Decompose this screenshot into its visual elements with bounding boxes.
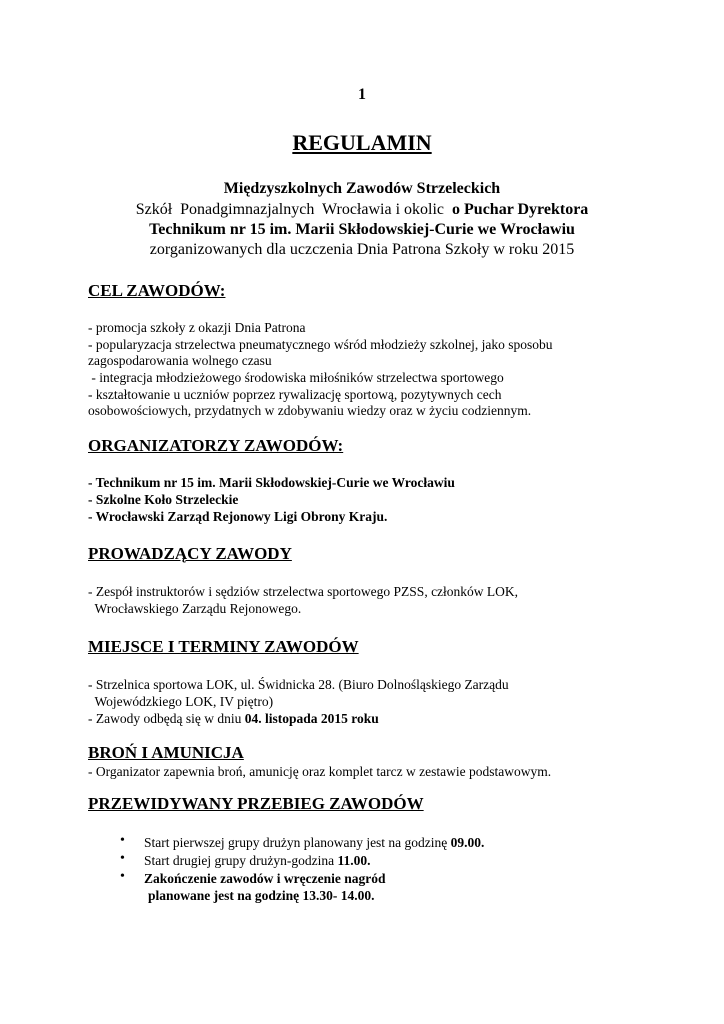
miejsce-line-2: Wojewódzkiego LOK, IV piętro): [88, 694, 274, 709]
section-heading-cel: CEL ZAWODÓW:: [88, 281, 226, 300]
subtitle-line-1: Międzyszkolnych Zawodów Strzeleckich: [223, 180, 501, 197]
subtitle-line-2: [0, 201, 724, 219]
section-heading-miejsce: MIEJSCE I TERMINY ZAWODÓW: [88, 637, 359, 656]
cel-line-4: - integracja młodzieżowego środowiska miłośników strzelectwa sportowego: [88, 370, 504, 385]
subtitle-line-2-normal: Szkół Ponadgimnazjalnych Wrocławia i okolic: [135, 201, 453, 218]
przebieg-bullet-3-line-2: planowane jest na godzinę 13.30- 14.00.: [148, 888, 375, 903]
prowadzacy-line-2: Wrocławskiego Zarządu Rejonowego.: [88, 601, 302, 616]
bullet-icon: •: [120, 833, 125, 848]
section-heading-przebieg: PRZEWIDYWANY PRZEBIEG ZAWODÓW: [88, 794, 424, 813]
miejsce-date-prefix: - Zawody odbędą się w dniu: [88, 711, 245, 726]
przebieg-bullet-2-text: Start drugiej grupy drużyn-godzina: [144, 853, 338, 868]
bron-line: - Organizator zapewnia broń, amunicję oraz komplet tarcz w zestawie podstawowym.: [88, 764, 552, 779]
organizator-line-2: - Szkolne Koło Strzeleckie: [88, 492, 239, 507]
cel-line-5: - kształtowanie u uczniów poprzez rywalizację sportową, pozytywnych cech: [88, 387, 502, 402]
miejsce-date-line: [88, 710, 379, 727]
prowadzacy-line-1: - Zespół instruktorów i sędziów strzelectwa sportowego PZSS, członków LOK,: [88, 584, 519, 599]
przebieg-bullet-1-text: Start pierwszej grupy drużyn planowany jest na godzinę: [144, 835, 451, 850]
przebieg-bullet-2: [144, 852, 370, 869]
organizator-line-1: - Technikum nr 15 im. Marii Skłodowskiej-Curie we Wrocławiu: [88, 475, 455, 490]
section-heading-bron: BROŃ I AMUNICJA: [88, 743, 244, 762]
cel-line-1: - promocja szkoły z okazji Dnia Patrona: [88, 320, 306, 335]
section-heading-organizatorzy: ORGANIZATORZY ZAWODÓW:: [88, 436, 344, 455]
page-number: 1: [358, 86, 366, 103]
organizator-line-3: - Wrocławski Zarząd Rejonowy Ligi Obrony Kraju.: [88, 509, 388, 524]
bullet-icon: •: [120, 869, 125, 884]
document-title: REGULAMIN: [292, 130, 432, 155]
cel-line-6: osobowościowych, przydatnych w zdobywaniu wiedzy oraz w życiu codziennym.: [88, 403, 532, 418]
miejsce-date-bold: 04. listopada 2015 roku: [244, 711, 379, 726]
subtitle-line-2-bold: o Puchar Dyrektora: [452, 201, 589, 218]
przebieg-bullet-1-bold: 09.00.: [450, 835, 485, 850]
miejsce-line-1: - Strzelnica sportowa LOK, ul. Świdnicka 28. (Biuro Dolnośląskiego Zarządu: [88, 677, 509, 692]
przebieg-bullet-3-line-1: Zakończenie zawodów i wręczenie nagród: [144, 871, 386, 886]
section-heading-prowadzacy: PROWADZĄCY ZAWODY: [88, 544, 292, 563]
bullet-icon: •: [120, 851, 125, 866]
przebieg-bullet-2-bold: 11.00.: [337, 853, 371, 868]
cel-line-3: zagospodarowania wolnego czasu: [88, 353, 272, 368]
przebieg-bullet-1: [144, 834, 484, 851]
subtitle-line-3: Technikum nr 15 im. Marii Skłodowskiej-Curie we Wrocławiu: [149, 221, 575, 238]
cel-line-2: - popularyzacja strzelectwa pneumatycznego wśród młodzieży szkolnej, jako sposobu: [88, 337, 553, 352]
subtitle-line-4: zorganizowanych dla uczczenia Dnia Patrona Szkoły w roku 2015: [149, 241, 575, 258]
